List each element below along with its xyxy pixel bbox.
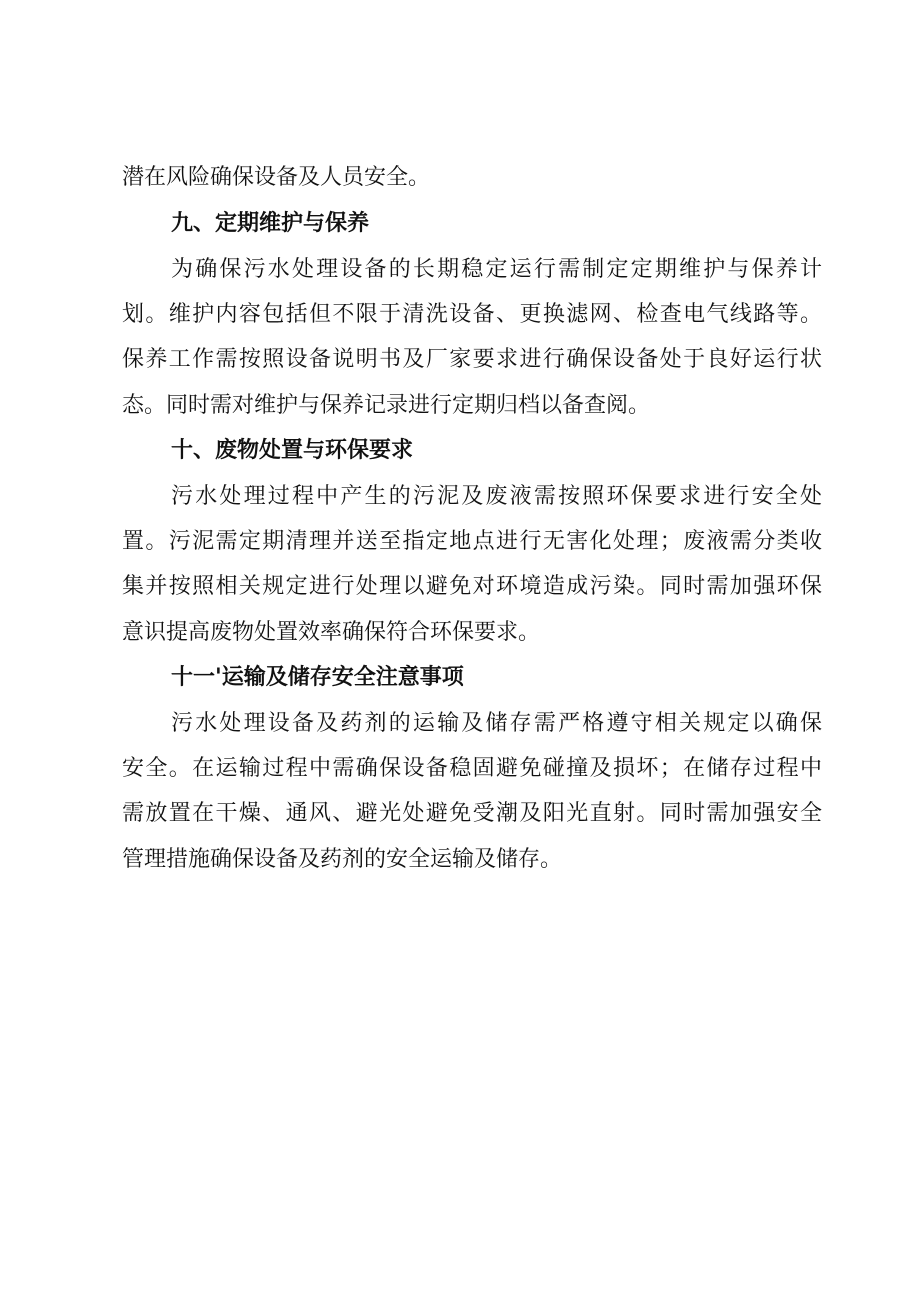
paragraph-line: 污水处理设备及药剂的运输及储存需严格遵守相关规定以确保 <box>171 711 822 736</box>
section-heading-11: 十一'运输及储存安全注意事项 <box>171 665 464 690</box>
paragraph-line: 划。维护内容包括但不限于清洗设备、更换滤网、检查电气线路等。 <box>122 302 822 327</box>
paragraph-line: 需放置在干燥、通风、避光处避免受潮及阳光直射。同时需加强安全 <box>122 801 822 826</box>
paragraph-line: 置。污泥需定期清理并送至指定地点进行无害化处理；废液需分类收 <box>122 529 822 554</box>
paragraph-line: 管理措施确保设备及药剂的安全运输及储存。 <box>122 847 563 872</box>
section-heading-10: 十、废物处置与环保要求 <box>171 438 414 463</box>
paragraph-line: 污水处理过程中产生的污泥及废液需按照环保要求进行安全处 <box>171 484 822 509</box>
paragraph-line: 保养工作需按照设备说明书及厂家要求进行确保设备处于良好运行状 <box>122 347 822 372</box>
paragraph-line: 安全。在运输过程中需确保设备稳固避免碰撞及损坏；在储存过程中 <box>122 756 822 781</box>
paragraph-line: 意识提高废物处置效率确保符合环保要求。 <box>122 620 541 645</box>
paragraph-line: 集并按照相关规定进行处理以避免对环境造成污染。同时需加强环保 <box>122 574 822 599</box>
paragraph-line: 态。同时需对维护与保养记录进行定期归档以备查阅。 <box>122 393 651 418</box>
section-heading-9: 九、定期维护与保养 <box>171 211 370 236</box>
paragraph-line: 潜在风险确保设备及人员安全。 <box>122 165 431 190</box>
paragraph-line: 为确保污水处理设备的长期稳定运行需制定定期维护与保养计 <box>171 257 822 282</box>
